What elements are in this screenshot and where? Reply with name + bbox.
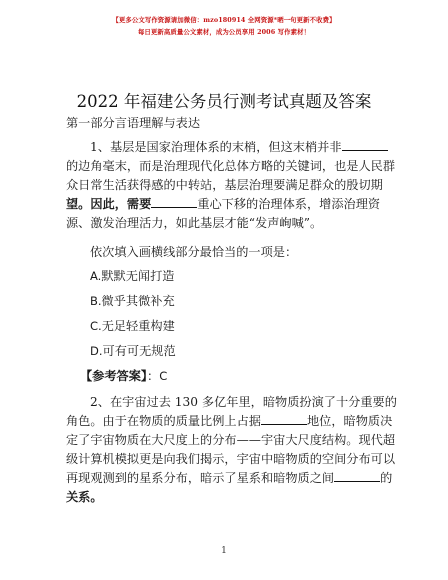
q1-line-3: 众日常生活获得感的中转站，基层治理要满足群众的殷切期 (66, 178, 383, 192)
answer-label: 【参考答案】 (80, 369, 148, 383)
option-letter: A. (90, 269, 102, 283)
q2-line-2-text-after: 地位，暗物质决 (307, 414, 393, 428)
option-text: 默默无闻打造 (101, 269, 175, 283)
q1-line-4-bold-text: 望。因此，需要 (66, 197, 152, 211)
page-number: 1 (221, 546, 227, 556)
q1-line-2: 的边角毫末，而是治理现代化总体方略的关键词，也是人民群 (66, 159, 396, 173)
q1-option-d (90, 343, 408, 359)
document-title: 2022 年福建公务员行测考试真题及答案 (76, 92, 372, 111)
q1-line-4 (66, 196, 384, 212)
option-letter: B. (90, 294, 102, 308)
fill-blank (261, 413, 307, 425)
option-text: 微乎其微补充 (101, 294, 175, 308)
q2-line-5 (66, 470, 393, 486)
q2-line-1: 2、在宇宙过去 130 多亿年里，暗物质扮演了十分重要的 (90, 395, 397, 409)
q2-line-2 (66, 413, 393, 429)
q2-line-5-text-after: 的 (380, 471, 393, 485)
q2-line-6: 关系。 (66, 490, 103, 504)
fill-blank (342, 139, 388, 151)
q1-prompt: 依次填入画横线部分最恰当的一项是： (90, 245, 298, 259)
q1-option-b (90, 293, 408, 309)
option-text: 可有可无规范 (102, 344, 176, 358)
answer-separator: ： (147, 369, 160, 383)
option-text: 无足轻重构建 (101, 319, 175, 333)
q2-line-5-text: 再现观测到的星系分布，暗示了星系和暗物质之间 (66, 471, 335, 485)
q1-line-5: 源、激发治理活力，如此基层才能“发声峋喊”。 (66, 216, 323, 230)
q1-answer (80, 368, 398, 384)
q1-option-a (90, 268, 408, 284)
q2-line-2-text: 角色。由于在物质的质量比例上占据 (66, 414, 261, 428)
option-letter: C. (90, 319, 102, 333)
q2-line-4: 级计算机模拟更是向我们揭示，宇宙中暗物质的空间分布可以 (66, 452, 396, 466)
q2-line-3: 定了宇宙物质在大尺度上的分布——宇宙大尺度结构。现代超 (66, 433, 396, 447)
q1-line-4-text: 重心下移的治理体系，增添治理资 (197, 197, 381, 211)
promo-banner-line-2: 每日更新高质量公文素材，成为公员享用 2006 写作素材！ (137, 28, 311, 36)
fill-blank (334, 470, 380, 482)
q1-line-1 (90, 139, 408, 155)
promo-banner-line-1: 【更多公文写作资源请加微信：mzo180914 全网资源*晒一句更新不收费】 (112, 16, 336, 24)
section-heading: 第一部分言语理解与表达 (66, 116, 201, 130)
q1-line-1-text: 1、基层是国家治理体系的末梢，但这末梢并非 (90, 140, 342, 154)
q1-option-c (90, 318, 408, 334)
option-letter: D. (90, 344, 103, 358)
fill-blank (151, 196, 197, 208)
answer-value: C (159, 369, 168, 383)
